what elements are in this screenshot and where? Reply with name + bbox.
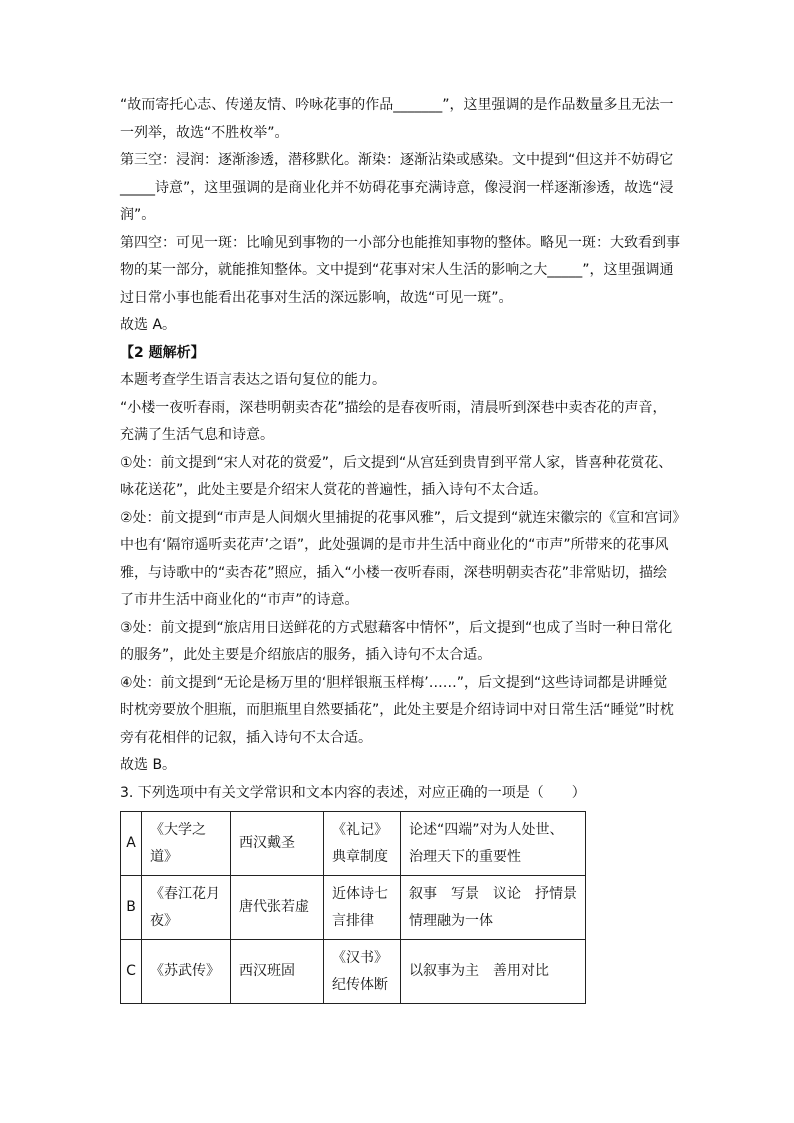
option-key: B bbox=[121, 876, 142, 940]
options-table bbox=[120, 811, 586, 1004]
option-desc: 叙事 写景 议论 抒情景情理融为一体 bbox=[401, 876, 586, 940]
option-desc: 以叙事为主 善用对比 bbox=[401, 940, 586, 1004]
option-author: 西汉戴圣 bbox=[231, 812, 324, 876]
question-3: 3. 下列选项中有关文学常识和文本内容的表述，对应正确的一项是（ ） bbox=[120, 784, 586, 801]
analysis-1: 本题考查学生语言表达之语句复位的能力。 bbox=[120, 372, 386, 388]
option-key: C bbox=[121, 940, 142, 1004]
option-title: 《大学之道》 bbox=[142, 812, 231, 876]
analysis-2: “小楼一夜听春雨，深巷明朝卖杏花”描绘的是春夜听雨，清晨听到深巷中卖杏花的声音，充满了生活气息和诗意。 bbox=[120, 399, 667, 443]
analysis-5: ③处：前文提到“旅店用日送鲜花的方式慰藉客中情怀”，后文提到“也成了当时一种日常化的服务”，此处主要是介绍旅店的服务，插入诗句不太合适。 bbox=[120, 619, 673, 663]
analysis-3: ①处：前文提到“宋人对花的赏爱”，后文提到“从宫廷到贵胄到平常人家，皆喜种花赏花、咏花送花”，此处主要是介绍宋人赏花的普遍性，插入诗句不太合适。 bbox=[120, 454, 673, 498]
option-title: 《苏武传》 bbox=[142, 940, 231, 1004]
option-author: 西汉班固 bbox=[231, 940, 324, 1004]
table-row bbox=[121, 812, 586, 876]
option-key: A bbox=[121, 812, 142, 876]
paragraph-1: “故而寄托心志、传递友情、吟咏花事的作品_______”，这里强调的是作品数量多且无法一一列举，故选“不胜枚举”。 bbox=[120, 97, 674, 141]
table-row bbox=[121, 940, 586, 1004]
table-row bbox=[121, 876, 586, 940]
paragraph-3: 第四空：可见一斑：比喻见到事物的一小部分也能推知事物的整体。略见一斑：大致看到事物的某一部分，就能推知整体。文中提到“花事对宋人生活的影响之大_____”，这里强调通过日常小事也能看出花事对生活的深远影响，故选“可见一斑”。 bbox=[120, 234, 680, 306]
document-page bbox=[120, 92, 680, 1004]
option-genre: 近体诗七言排律 bbox=[324, 876, 401, 940]
analysis-4: ②处：前文提到“市声是人间烟火里捕捉的花事风雅”，后文提到“就连宋徽宗的《宣和宫词》中也有‘隔帘遥听卖花声’之语”，此处强调的是市井生活中商业化的“市声”所带来的花事风雅，与诗歌中的“卖杏花”照应，插入“小楼一夜听春雨，深巷明朝卖杏花”非常贴切，描绘了市井生活中商业化的“市声”的诗意。 bbox=[120, 509, 680, 608]
option-title: 《春江花月夜》 bbox=[142, 876, 231, 940]
option-desc: 论述“四端”对为人处世、治理天下的重要性 bbox=[401, 812, 586, 876]
option-genre: 《汉书》纪传体断 bbox=[324, 940, 401, 1004]
section-header: 【2 题解析】 bbox=[120, 344, 205, 361]
paragraph-2: 第三空：浸润：逐渐渗透，潜移默化。渐染：逐渐沾染或感染。文中提到“但这并不妨碍它_____诗意”，这里强调的是商业化并不妨碍花事充满诗意，像浸润一样逐渐渗透，故选“浸润”。 bbox=[120, 152, 674, 223]
option-author: 唐代张若虚 bbox=[231, 876, 324, 940]
analysis-6: ④处：前文提到“无论是杨万里的‘胆样银瓶玉样梅’……”，后文提到“这些诗词都是讲睡觉时枕旁要放个胆瓶，而胆瓶里自然要插花”，此处主要是介绍诗词中对日常生活“睡觉”时枕旁有花相伴的记叙，插入诗句不太合适。 bbox=[120, 674, 674, 746]
option-genre: 《礼记》典章制度 bbox=[324, 812, 401, 876]
paragraph-4: 故选 A。 bbox=[120, 317, 177, 333]
analysis-7: 故选 B。 bbox=[120, 757, 177, 773]
